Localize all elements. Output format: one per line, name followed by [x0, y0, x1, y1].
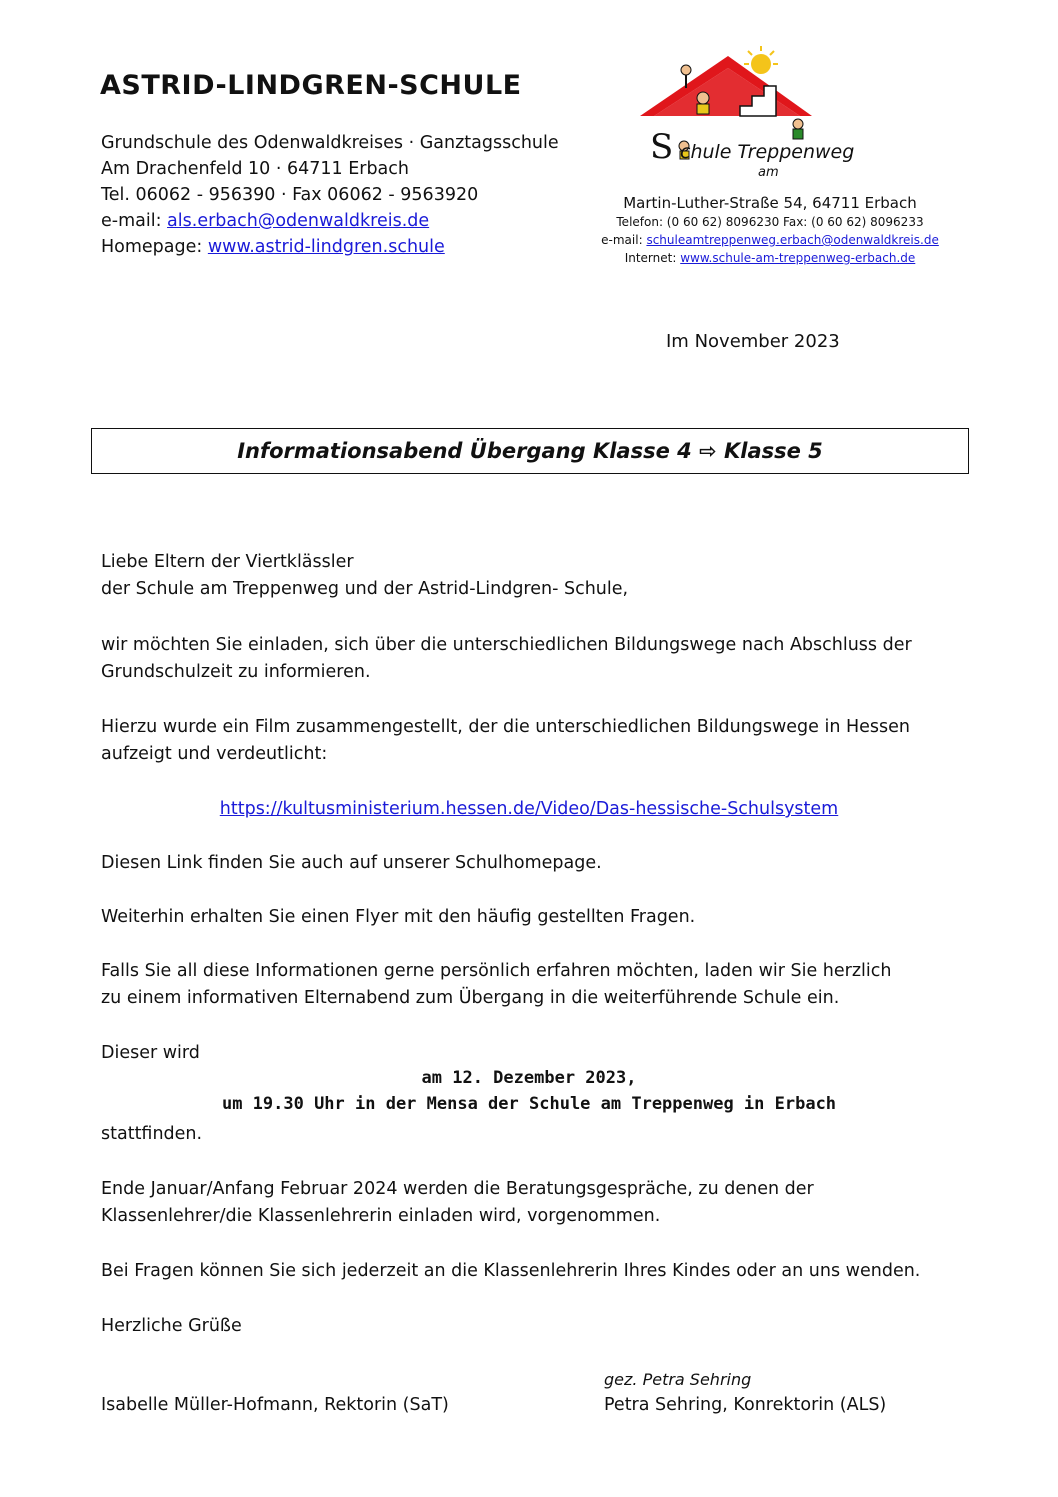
- paragraph-line: Grundschulzeit zu informieren.: [101, 662, 371, 682]
- paragraph-stattfinden: stattfinden.: [101, 1124, 203, 1144]
- treppenweg-logo-letter-s: S: [650, 127, 674, 167]
- als-line-homepage: [101, 234, 559, 260]
- sat-internet-link[interactable]: www.schule-am-treppenweg-erbach.de: [680, 251, 916, 265]
- sat-email-label: e-mail:: [601, 233, 647, 247]
- signature-left: Isabelle Müller-Hofmann, Rektorin (SaT): [101, 1395, 449, 1415]
- als-line-email: [101, 208, 559, 234]
- letter-title: Informationsabend Übergang Klasse 4 ⇨ Klasse 5: [237, 439, 823, 463]
- paragraph-invitation: [101, 632, 912, 686]
- sat-internet-label: Internet:: [624, 251, 681, 265]
- paragraph-line: Ende Januar/Anfang Februar 2024 werden die Beratungsgespräche, zu denen der: [101, 1179, 814, 1199]
- paragraph-line: aufzeigt und verdeutlicht:: [101, 744, 328, 764]
- signed-by: gez. Petra Sehring: [604, 1370, 752, 1389]
- salutation: [101, 549, 628, 603]
- als-contact-block: [101, 130, 559, 260]
- paragraph-dieser-wird: Dieser wird: [101, 1043, 200, 1063]
- event-place: um 19.30 Uhr in der Mensa der Schule am Treppenweg in Erbach: [221, 1094, 837, 1114]
- treppenweg-logo-am: am: [758, 165, 779, 180]
- event-date: am 12. Dezember 2023,: [421, 1068, 637, 1088]
- paragraph-consultation: [101, 1176, 814, 1230]
- sat-address: Martin-Luther-Straße 54, 64711 Erbach: [623, 194, 917, 212]
- als-homepage-link[interactable]: www.astrid-lindgren.schule: [207, 237, 445, 257]
- paragraph-film: [101, 714, 910, 768]
- als-email-link[interactable]: als.erbach@odenwaldkreis.de: [167, 211, 430, 231]
- signature-right: Petra Sehring, Konrektorin (ALS): [604, 1395, 887, 1415]
- paragraph-line: zu einem informativen Elternabend zum Übergang in die weiterführende Schule ein.: [101, 988, 840, 1008]
- paragraph-line: wir möchten Sie einladen, sich über die unterschiedlichen Bildungswege nach Abschluss der: [101, 635, 912, 655]
- sun-icon: [744, 46, 778, 74]
- treppenweg-logo-text: chule Treppenweg: [680, 141, 855, 163]
- paragraph-line: Falls Sie all diese Informationen gerne persönlich erfahren möchten, laden wir Sie herzlich: [101, 961, 892, 981]
- als-logo-title: ASTRID-LINDGREN-SCHULE: [100, 70, 522, 101]
- paragraph-line: Hierzu wurde ein Film zusammengestellt, der die unterschiedlichen Bildungswege in Hessen: [101, 717, 911, 737]
- paragraph-questions: Bei Fragen können Sie sich jederzeit an die Klassenlehrerin Ihres Kindes oder an uns wenden.: [101, 1261, 921, 1281]
- als-line-address: Am Drachenfeld 10 · 64711 Erbach: [101, 159, 409, 179]
- treppenweg-house-logo: [640, 38, 940, 188]
- closing: Herzliche Grüße: [101, 1316, 242, 1336]
- video-link-line: [101, 796, 957, 823]
- paragraph-evening: [101, 958, 891, 1012]
- als-email-label: e-mail:: [101, 211, 168, 231]
- letter-date: Im November 2023: [666, 331, 840, 352]
- paragraph-flyer: Weiterhin erhalten Sie einen Flyer mit den häufig gestellten Fragen.: [101, 907, 696, 927]
- sat-email-link[interactable]: schuleamtreppenweg.erbach@odenwaldkreis.de: [646, 233, 939, 247]
- als-homepage-label: Homepage:: [101, 237, 208, 257]
- als-line-phone: Tel. 06062 - 956390 · Fax 06062 - 9563920: [101, 185, 479, 205]
- paragraph-homepage-note: Diesen Link finden Sie auch auf unserer Schulhomepage.: [101, 853, 602, 873]
- sat-internet-line: [545, 249, 995, 267]
- sat-contact-block: [545, 193, 995, 267]
- paragraph-line: Klassenlehrer/die Klassenlehrerin einladen wird, vorgenommen.: [101, 1206, 661, 1226]
- title-box: [91, 428, 969, 474]
- als-line-school-type: Grundschule des Odenwaldkreises · Ganztagsschule: [101, 133, 559, 153]
- sat-phone: Telefon: (0 60 62) 8096230 Fax: (0 60 62) 8096233: [616, 215, 924, 229]
- video-link[interactable]: https://kultusministerium.hessen.de/Video/Das-hessische-Schulsystem: [219, 799, 839, 819]
- sat-email-line: [545, 231, 995, 249]
- salutation-line-1: Liebe Eltern der Viertklässler: [101, 552, 354, 572]
- salutation-line-2: der Schule am Treppenweg und der Astrid-Lindgren- Schule,: [101, 579, 629, 599]
